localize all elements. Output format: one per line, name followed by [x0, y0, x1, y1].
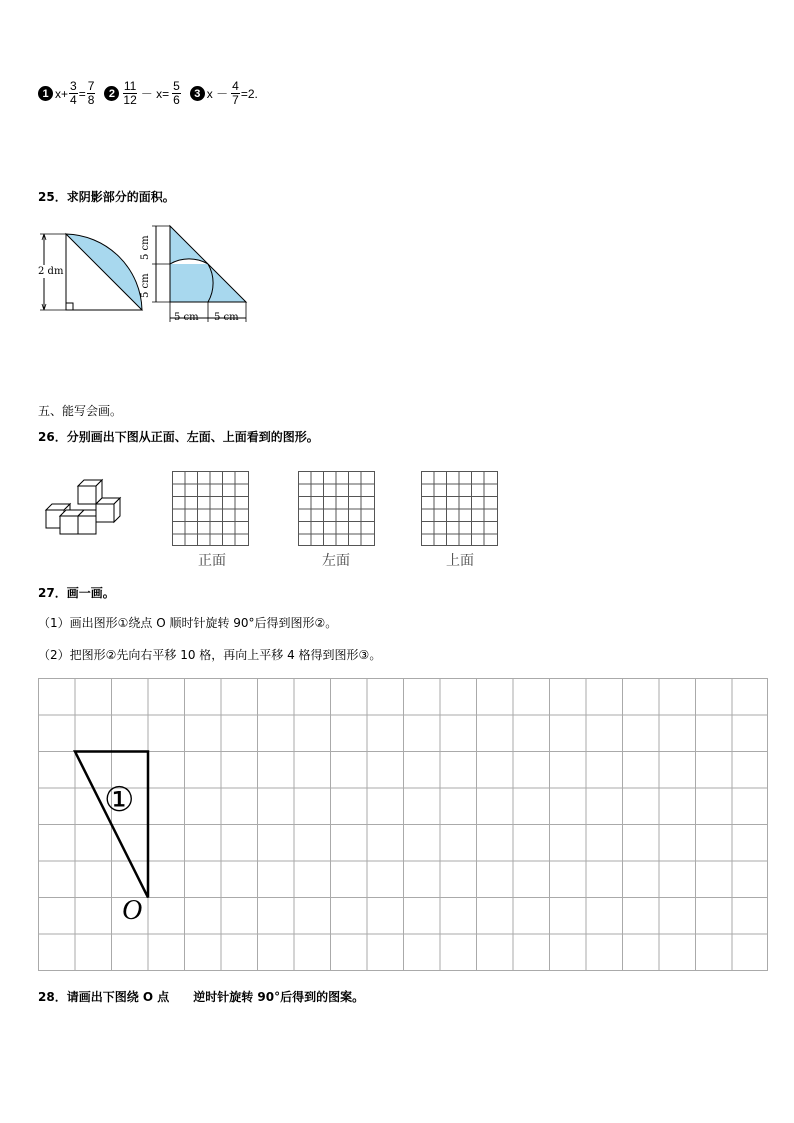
label-top: 上面	[446, 553, 474, 569]
grid-left-view	[298, 471, 378, 547]
section5-title: 五、能写会画。	[38, 404, 123, 418]
shape-1-label: ①	[104, 780, 135, 820]
q27-title: 27．画一画。	[38, 586, 115, 600]
q28-title: 28．请画出下图绕 O 点 逆时针旋转 90°后得到的图案。	[38, 990, 365, 1004]
rotation-grid	[37, 677, 770, 973]
eq3-pre: x －	[206, 87, 229, 101]
label-left: 左面	[322, 553, 350, 569]
marker-2: 2	[104, 86, 119, 101]
q26-title: 26．分别画出下图从正面、左面、上面看到的图形。	[38, 430, 319, 444]
grid-front-view	[172, 471, 252, 547]
fig2-label-top: 5 cm	[140, 235, 151, 260]
q27-part1: （1）画出图形①绕点 O 顺时针旋转 90°后得到图形②。	[38, 616, 338, 630]
eq3-frac1: $\frac{4}{7}$	[232, 79, 239, 107]
cube-stack-figure	[44, 478, 126, 538]
fig1-label: 2 dm	[38, 266, 64, 277]
eq1-pre: x+	[55, 86, 69, 101]
label-front: 正面	[198, 553, 226, 569]
eq3-post: =2.	[240, 86, 258, 101]
equation-row	[38, 80, 258, 107]
q25-title: 25．求阴影部分的面积。	[38, 190, 175, 204]
eq1-frac2: $\frac{7}{8}$	[87, 79, 95, 107]
eq2-frac1: $\frac{11}{12}$	[123, 79, 137, 107]
eq1-mid: =	[78, 86, 86, 101]
marker-3: 3	[190, 86, 205, 101]
grid-top-view	[421, 471, 501, 547]
point-o-label: O	[122, 895, 143, 926]
eq1-frac1: $\frac{3}{4}$	[70, 79, 77, 107]
marker-1: 1	[38, 86, 53, 101]
q27-part2: （2）把图形②先向右平移 10 格，再向上平移 4 格得到图形③。	[38, 648, 382, 662]
eq2-frac2: $\frac{5}{6}$	[173, 79, 180, 107]
fig2-label-b2: 5 cm	[214, 312, 239, 323]
eq2-mid: － x=	[140, 87, 170, 101]
fig2-label-mid: 5 cm	[140, 273, 151, 298]
fig2-label-b1: 5 cm	[174, 312, 199, 323]
